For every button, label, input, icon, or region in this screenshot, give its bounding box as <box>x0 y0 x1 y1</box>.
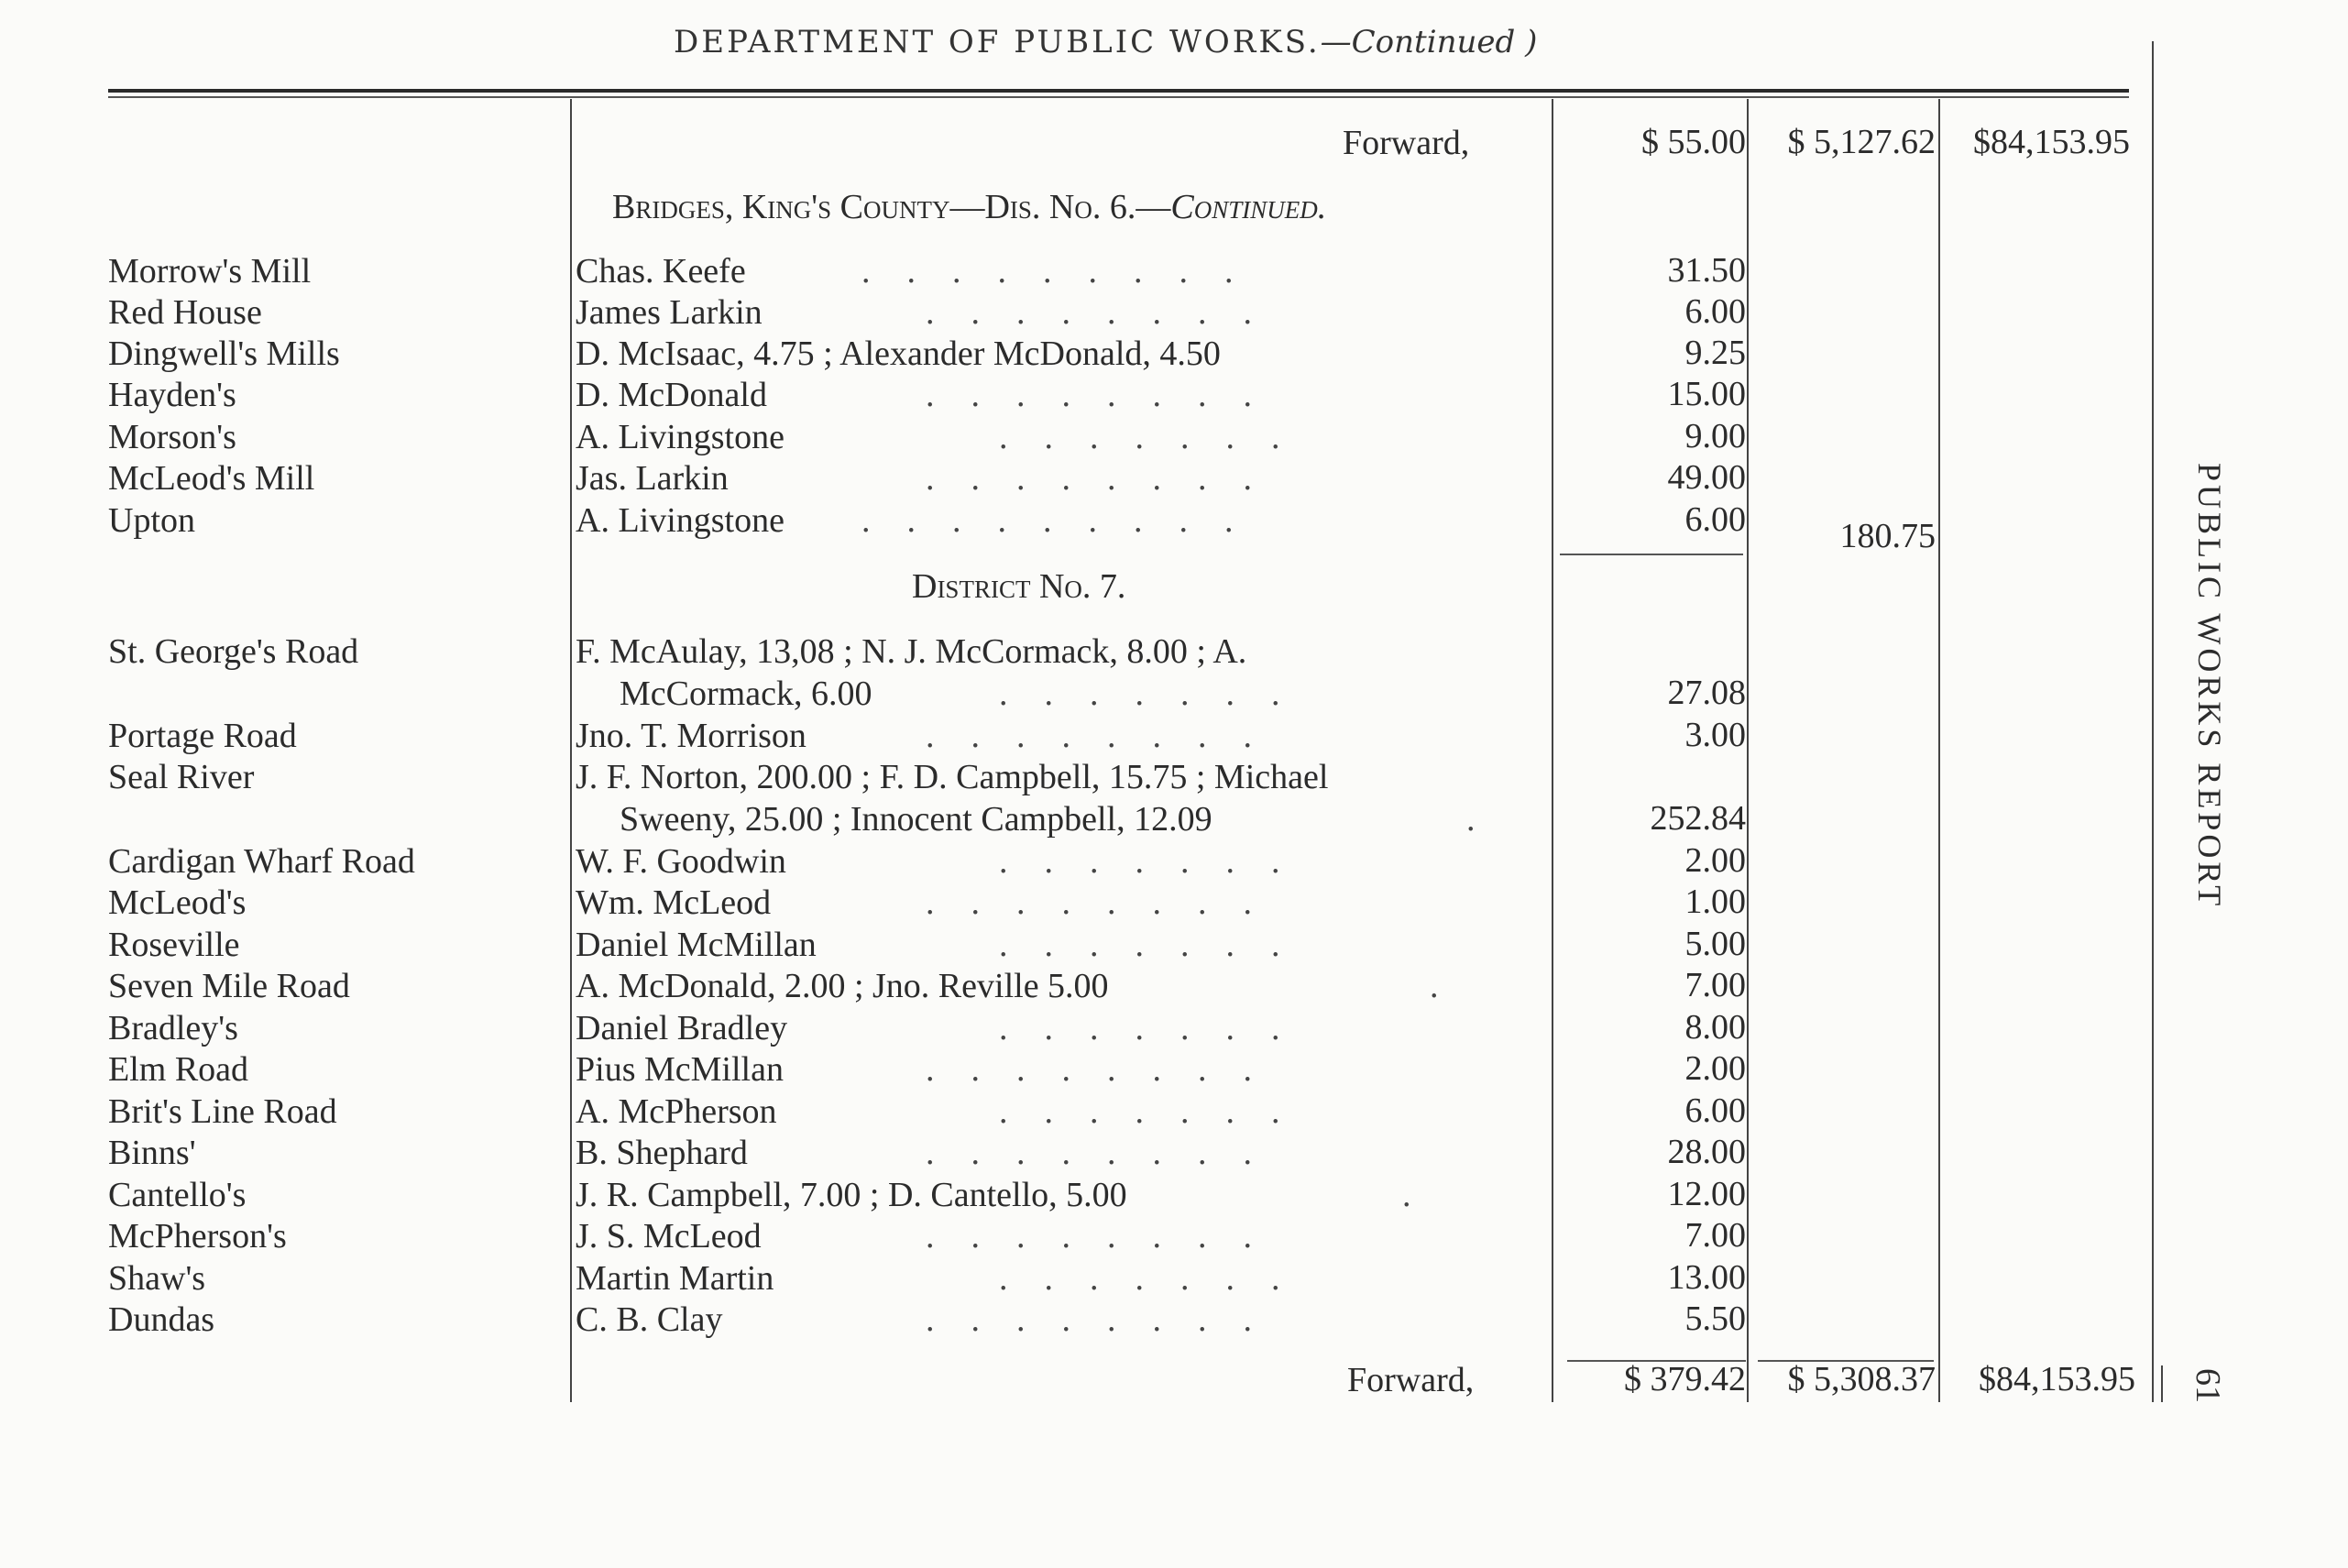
forward-top-col3: $84,153.95 <box>1973 123 2130 161</box>
payee: F. McAulay, 13,08 ; N. J. McCormack, 8.00 ; A. <box>576 632 1247 671</box>
amount: 6.00 <box>1684 292 1746 331</box>
dot-leader: ........ <box>926 1217 1289 1255</box>
place-name: Binns' <box>108 1134 196 1172</box>
place-name: McLeod's Mill <box>108 459 315 498</box>
dot-leader: ....... <box>999 1259 1317 1298</box>
page-number: 61 <box>2189 1368 2227 1403</box>
right-border <box>2152 41 2154 1402</box>
payee: Martin Martin <box>576 1259 774 1298</box>
forward-bottom-label: Forward, <box>1347 1361 1475 1399</box>
dot-leader: ........ <box>926 1134 1289 1172</box>
amount: 2.00 <box>1684 841 1746 880</box>
dot-leader: ........ <box>926 717 1289 755</box>
column-divider-col3 <box>1938 99 1940 1402</box>
header-rule <box>108 89 2129 93</box>
payee: Chas. Keefe <box>576 252 746 291</box>
amount: 31.50 <box>1667 251 1746 290</box>
forward-bottom-col2: $ 5,308.37 <box>1787 1360 1936 1398</box>
place-name: McPherson's <box>108 1217 287 1255</box>
header-continued: —Continued ) <box>1320 24 1538 60</box>
dot-leader: ........ <box>926 883 1289 922</box>
dot-leader: ........ <box>926 293 1289 332</box>
amount: 1.00 <box>1684 883 1746 921</box>
amount: 49.00 <box>1667 458 1746 497</box>
amount: 9.25 <box>1684 334 1746 372</box>
payee: Pius McMillan <box>576 1050 784 1089</box>
column-divider-col2 <box>1747 99 1749 1402</box>
payee: J. S. McLeod <box>576 1217 762 1255</box>
place-name: McLeod's <box>108 883 247 922</box>
dot-leader: ....... <box>999 1009 1317 1047</box>
district-6-subtotal: 180.75 <box>1839 517 1936 555</box>
payee: Daniel McMillan <box>576 926 817 964</box>
dot-leader: ....... <box>999 674 1317 713</box>
place-name: Elm Road <box>108 1050 249 1089</box>
place-name: Cantello's <box>108 1176 247 1214</box>
section-heading-district-6-continued: Continued. <box>1170 188 1327 226</box>
header-rule-thin <box>108 96 2129 98</box>
payee: J. F. Norton, 200.00 ; F. D. Campbell, 15.75 ; Michael <box>576 758 1329 796</box>
payee: James Larkin <box>576 293 763 332</box>
place-name: Red House <box>108 293 262 332</box>
payee: D. McIsaac, 4.75 ; Alexander McDonald, 4.50 <box>576 334 1221 373</box>
page-header <box>674 24 1537 60</box>
dot-leader: ....... <box>999 418 1317 456</box>
amount: 2.00 <box>1684 1049 1746 1088</box>
forward-bottom-col3: $84,153.95 <box>1979 1360 2135 1398</box>
payee: W. F. Goodwin <box>576 842 786 881</box>
amount: 7.00 <box>1684 1216 1746 1255</box>
section-heading-district-6-text: Bridges, King's County—Dis. No. 6.— <box>612 188 1171 226</box>
amount: 3.00 <box>1684 716 1746 754</box>
payee-continued: Sweeny, 25.00 ; Innocent Campbell, 12.09 <box>620 800 1212 839</box>
place-name: Bradley's <box>108 1009 238 1047</box>
payee: J. R. Campbell, 7.00 ; D. Cantello, 5.00 <box>576 1176 1127 1214</box>
payee: C. B. Clay <box>576 1300 723 1339</box>
place-name: Hayden's <box>108 376 236 414</box>
dot-leader: ........ <box>926 1050 1289 1089</box>
dot-leader: . <box>1466 800 1512 839</box>
dot-leader: ......... <box>861 501 1270 540</box>
amount: 12.00 <box>1667 1175 1746 1213</box>
dot-leader: ....... <box>999 926 1317 964</box>
forward-bottom-col1: $ 379.42 <box>1624 1360 1746 1398</box>
forward-top-col1: $ 55.00 <box>1641 123 1746 161</box>
place-name: Shaw's <box>108 1259 206 1298</box>
dot-leader: ........ <box>926 376 1289 414</box>
amount: 15.00 <box>1667 375 1746 413</box>
amount: 6.00 <box>1684 500 1746 539</box>
column-divider-col1 <box>1552 99 1553 1402</box>
payee-continued: McCormack, 6.00 <box>620 674 872 713</box>
dot-leader: ........ <box>926 459 1289 498</box>
place-name: Portage Road <box>108 717 297 755</box>
dot-leader: . <box>1430 967 1476 1005</box>
payee: Wm. McLeod <box>576 883 772 922</box>
payee: A. McDonald, 2.00 ; Jno. Reville 5.00 <box>576 967 1109 1005</box>
dot-leader: ....... <box>999 1092 1317 1131</box>
payee: B. Shephard <box>576 1134 748 1172</box>
dot-leader: ......... <box>861 252 1270 291</box>
amount: 28.00 <box>1667 1133 1746 1171</box>
payee: D. McDonald <box>576 376 767 414</box>
amount: 8.00 <box>1684 1008 1746 1047</box>
payee: A. Livingstone <box>576 501 784 540</box>
amount: 5.00 <box>1684 925 1746 963</box>
place-name: St. George's Road <box>108 632 359 671</box>
section-heading-district-7: District No. 7. <box>912 567 1126 606</box>
section-heading-district-6 <box>612 186 1326 228</box>
dot-leader: ....... <box>999 842 1317 881</box>
place-name: Seal River <box>108 758 255 796</box>
header-title: DEPARTMENT OF PUBLIC WORKS. <box>674 24 1321 60</box>
payee: Jas. Larkin <box>576 459 729 498</box>
district-6-subtotal-rule <box>1560 554 1743 555</box>
amount: 13.00 <box>1667 1258 1746 1297</box>
place-name: Upton <box>108 501 195 540</box>
dot-leader: ........ <box>926 1300 1289 1339</box>
amount: 252.84 <box>1650 799 1746 838</box>
column-divider-places <box>570 99 572 1402</box>
amount: 9.00 <box>1684 417 1746 455</box>
place-name: Morrow's Mill <box>108 252 312 291</box>
place-name: Dundas <box>108 1300 215 1339</box>
payee: Daniel Bradley <box>576 1009 788 1047</box>
place-name: Morson's <box>108 418 236 456</box>
payee: Jno. T. Morrison <box>576 717 806 755</box>
side-title: PUBLIC WORKS REPORT <box>2191 463 2228 910</box>
place-name: Cardigan Wharf Road <box>108 842 415 881</box>
payee: A. McPherson <box>576 1092 777 1131</box>
amount: 7.00 <box>1684 966 1746 1004</box>
amount: 6.00 <box>1684 1091 1746 1130</box>
place-name: Dingwell's Mills <box>108 334 340 373</box>
forward-top-label: Forward, <box>1343 124 1470 162</box>
place-name: Seven Mile Road <box>108 967 350 1005</box>
forward-top-col2: $ 5,127.62 <box>1787 123 1936 161</box>
place-name: Roseville <box>108 926 240 964</box>
amount: 27.08 <box>1667 674 1746 712</box>
amount: 5.50 <box>1684 1299 1746 1338</box>
dot-leader: . <box>1402 1176 1448 1214</box>
right-border-bottom <box>2161 1365 2163 1402</box>
place-name: Brit's Line Road <box>108 1092 337 1131</box>
payee: A. Livingstone <box>576 418 784 456</box>
